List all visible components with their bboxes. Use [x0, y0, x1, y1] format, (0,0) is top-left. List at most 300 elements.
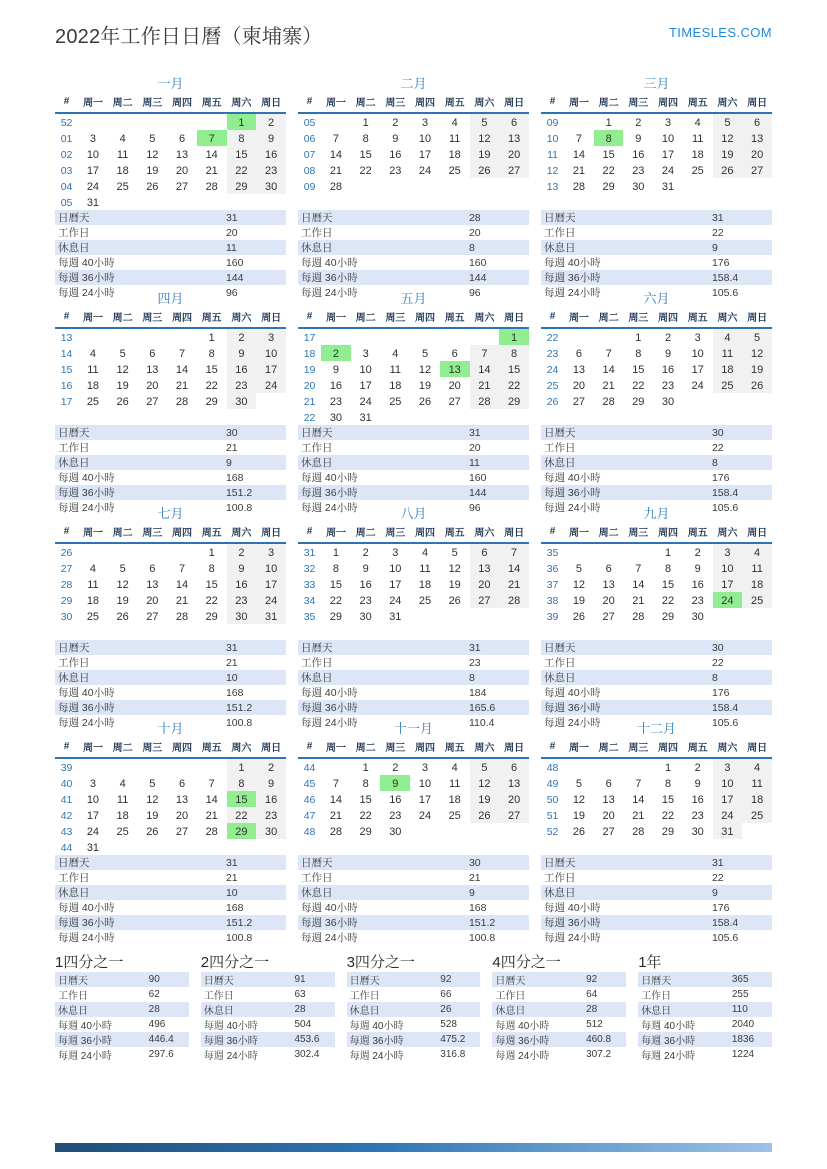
weekend-day-cell: 5: [470, 113, 500, 130]
stat-label: 休息日: [301, 672, 333, 684]
month-calendar: [541, 93, 772, 194]
day-cell: 7: [178, 562, 186, 575]
week-number-header: #: [55, 308, 78, 328]
stat-label: 休息日: [544, 457, 576, 469]
week-row: [298, 576, 529, 592]
week-row: [541, 823, 772, 839]
weekend-day-cell: 2: [256, 113, 286, 130]
stat-value: 96: [468, 501, 481, 514]
day-cell: 8: [332, 562, 339, 575]
weekend-day-cell: 11: [742, 560, 772, 576]
stat-row: [298, 455, 529, 470]
week-number-header: #: [298, 93, 321, 113]
week-row: [541, 608, 772, 624]
stat-label: 工作日: [544, 872, 576, 884]
day-cell: 31: [86, 841, 100, 854]
weekend-day-cell: 6: [499, 113, 529, 130]
weekend-day-cell: 7: [470, 345, 500, 361]
stat-label: 每週 40小時: [301, 472, 358, 484]
weekday-header: 周日: [256, 523, 286, 543]
month-calendar-area: [541, 738, 772, 855]
stat-label: 每週 40小時: [641, 1021, 696, 1032]
stat-row: [541, 855, 772, 870]
weekend-day-cell: 24: [256, 377, 286, 393]
empty-cell: [351, 328, 381, 345]
stat-row: [541, 700, 772, 715]
weekend-day-cell: 13: [499, 775, 529, 791]
stat-label: 休息日: [301, 457, 333, 469]
stat-row: [201, 1032, 335, 1047]
stat-row: [492, 987, 626, 1002]
stat-label: 每週 24小時: [544, 717, 601, 729]
week-row: [55, 576, 286, 592]
day-cell: 16: [329, 379, 343, 392]
stat-label: 每週 36小時: [58, 487, 115, 499]
day-cell: 2: [694, 546, 701, 559]
stat-row: [541, 240, 772, 255]
stat-value: 105.6: [711, 286, 739, 299]
stat-value: 21: [468, 871, 481, 884]
weekday-header: 周二: [108, 738, 138, 758]
stat-label: 每週 36小時: [301, 917, 358, 929]
stat-row: [638, 972, 772, 987]
week-number: 35: [546, 546, 559, 559]
weekday-header: 周六: [227, 738, 257, 758]
empty-cell: [742, 178, 772, 194]
stat-label: 日曆天: [301, 427, 333, 439]
weekday-header: 周三: [137, 738, 167, 758]
site-link[interactable]: TIMESLES.COM: [668, 25, 772, 40]
empty-cell: [167, 194, 197, 210]
week-number: 33: [303, 578, 316, 591]
empty-cell: [256, 393, 286, 409]
stat-row: [541, 870, 772, 885]
month-stats: [55, 640, 286, 730]
weekend-day-cell: 26: [470, 162, 500, 178]
day-cell: 16: [691, 793, 704, 806]
stat-label: 每週 24小時: [58, 932, 115, 944]
weekend-day-cell: 28: [499, 592, 529, 608]
month-stats: [541, 855, 772, 945]
stat-row: [298, 700, 529, 715]
month-calendar: [298, 738, 529, 839]
stat-value: 144: [225, 271, 244, 284]
weekday-header: 周六: [470, 93, 500, 113]
day-cell: 22: [602, 164, 615, 177]
day-cell: 9: [362, 562, 369, 575]
day-cell: 21: [175, 594, 189, 607]
day-cell: 12: [146, 793, 159, 806]
stat-value: 11: [468, 456, 480, 469]
weekend-day-cell: 15: [499, 361, 529, 377]
day-cell: 24: [661, 164, 675, 177]
day-cell: 3: [421, 116, 429, 129]
month-calendar-area: [55, 738, 286, 855]
week-number: 22: [303, 411, 316, 424]
weekday-header-row: [298, 308, 529, 328]
stat-value: 176: [711, 256, 730, 269]
stat-label: 休息日: [641, 1006, 672, 1017]
stat-label: 日曆天: [544, 212, 576, 224]
day-cell: 21: [175, 379, 189, 392]
day-cell: 17: [418, 148, 432, 161]
day-cell: 14: [602, 363, 615, 376]
empty-cell: [137, 194, 167, 210]
week-number: 29: [60, 594, 73, 607]
stat-row: [298, 915, 529, 930]
stat-label: 日曆天: [544, 427, 576, 439]
stat-label: 休息日: [58, 242, 90, 254]
stat-value: 22: [711, 441, 724, 454]
weekday-header: 周二: [594, 523, 624, 543]
empty-cell: [108, 543, 138, 560]
stat-value: 23: [468, 656, 481, 669]
day-cell: 29: [661, 610, 675, 623]
weekend-day-cell: 26: [470, 807, 500, 823]
day-cell: 10: [359, 363, 372, 376]
weekday-header: 周五: [440, 738, 470, 758]
day-cell: 30: [691, 825, 704, 838]
day-cell: 18: [116, 809, 129, 822]
stat-row: [492, 1017, 626, 1032]
stat-value: 22: [711, 226, 724, 239]
stat-row: [55, 1032, 189, 1047]
week-number: 05: [60, 196, 73, 209]
week-number: 17: [303, 331, 316, 344]
month-calendar-area: [55, 308, 286, 425]
stat-label: 每週 40小時: [544, 472, 601, 484]
week-row: [541, 791, 772, 807]
stat-value: 110.4: [468, 716, 495, 729]
day-cell: 26: [116, 610, 129, 623]
day-cell: 6: [451, 347, 458, 360]
weekend-day-cell: 19: [713, 146, 743, 162]
day-cell: 20: [572, 379, 586, 392]
stat-row: [638, 987, 772, 1002]
empty-cell: [594, 328, 624, 345]
stat-row: [541, 670, 772, 685]
day-cell: 29: [602, 180, 615, 193]
empty-cell: [410, 409, 440, 425]
weekday-header: 周三: [137, 93, 167, 113]
weekend-day-cell: 31: [256, 608, 286, 624]
day-cell: 28: [572, 180, 586, 193]
day-cell: 6: [149, 562, 156, 575]
weekend-day-cell: 6: [470, 543, 500, 560]
stat-row: [298, 855, 529, 870]
day-cell: 15: [661, 578, 675, 591]
stat-value: 1836: [731, 1034, 755, 1045]
stat-value: 168: [225, 686, 244, 699]
day-cell: 10: [418, 132, 432, 145]
weekday-header: 周五: [683, 308, 713, 328]
stat-label: 休息日: [58, 457, 90, 469]
stat-label: 日曆天: [58, 857, 90, 869]
day-cell: 18: [448, 148, 461, 161]
week-number: 44: [303, 761, 316, 774]
day-cell: 26: [572, 825, 586, 838]
empty-cell: [440, 328, 470, 345]
day-cell: 18: [86, 379, 100, 392]
week-number: 19: [303, 363, 316, 376]
day-cell: 23: [691, 809, 704, 822]
weekend-day-cell: 19: [470, 146, 500, 162]
weekday-header: 周二: [594, 308, 624, 328]
stat-label: 工作日: [203, 991, 234, 1002]
week-number: 26: [546, 395, 559, 408]
day-cell: 11: [448, 777, 461, 790]
holiday-cell: 24: [713, 592, 743, 608]
stat-value: 91: [294, 974, 306, 985]
stat-row: [55, 225, 286, 240]
weekend-day-cell: 16: [227, 576, 257, 592]
stat-label: 工作日: [301, 657, 333, 669]
day-cell: 19: [448, 578, 461, 591]
week-row: [55, 162, 286, 178]
holiday-cell: 29: [227, 823, 257, 839]
stat-label: 日曆天: [544, 642, 576, 654]
month-calendar-area: [55, 93, 286, 210]
weekday-header-row: [298, 523, 529, 543]
stat-row: [541, 440, 772, 455]
day-cell: 27: [602, 825, 615, 838]
stat-label: 每週 24小時: [544, 502, 601, 514]
stat-value: 100.8: [468, 931, 496, 944]
stat-label: 休息日: [349, 1006, 380, 1017]
day-cell: 12: [448, 562, 461, 575]
month-12: [541, 718, 772, 944]
stat-row: [492, 1047, 626, 1062]
empty-cell: [499, 608, 529, 624]
week-row: [298, 823, 529, 839]
day-cell: 8: [664, 777, 672, 790]
holiday-cell: 1: [227, 113, 257, 130]
stat-value: 30: [468, 856, 481, 869]
weekday-header: 周三: [623, 308, 653, 328]
stat-value: 96: [225, 286, 238, 299]
stat-row: [201, 987, 335, 1002]
stat-row: [201, 972, 335, 987]
empty-cell: [197, 194, 227, 210]
stat-value: 151.2: [225, 701, 253, 714]
week-row: [298, 328, 529, 345]
day-cell: 28: [329, 825, 343, 838]
day-cell: 6: [178, 132, 186, 145]
day-cell: 5: [421, 347, 429, 360]
week-number: 09: [546, 116, 559, 129]
month-title: 四月: [157, 291, 184, 306]
week-number-header: #: [298, 523, 321, 543]
stat-value: 21: [225, 441, 238, 454]
weekend-day-cell: 8: [499, 345, 529, 361]
weekday-header: 周二: [351, 93, 381, 113]
weekday-header: 周五: [683, 93, 713, 113]
stat-label: 工作日: [58, 227, 90, 239]
weekday-header: 周六: [470, 523, 500, 543]
day-cell: 19: [116, 379, 129, 392]
stat-value: 105.6: [711, 716, 739, 729]
day-cell: 4: [392, 347, 399, 360]
weekend-day-cell: 29: [499, 393, 529, 409]
weekend-day-cell: 27: [470, 592, 500, 608]
month-stats: [55, 210, 286, 300]
day-cell: 27: [146, 610, 159, 623]
day-cell: 21: [602, 379, 615, 392]
summary-title: 4四分之一: [492, 954, 561, 971]
month-stats: [298, 425, 529, 515]
week-row: [55, 377, 286, 393]
week-number: 38: [546, 594, 559, 607]
stat-value: 158.4: [711, 486, 739, 499]
month-stats: [298, 855, 529, 945]
month-calendar: [55, 523, 286, 624]
day-cell: 14: [329, 793, 343, 806]
day-cell: 2: [392, 761, 399, 774]
stat-value: 92: [440, 974, 452, 985]
week-row: [55, 608, 286, 624]
stat-value: 90: [148, 974, 160, 985]
stat-row: [55, 855, 286, 870]
stat-value: 460.8: [586, 1034, 612, 1045]
month-stats: [298, 210, 529, 300]
stat-row: [541, 485, 772, 500]
weekend-day-cell: 31: [713, 823, 743, 839]
day-cell: 4: [421, 546, 429, 559]
day-cell: 7: [575, 132, 582, 145]
empty-cell: [197, 839, 227, 855]
empty-cell: [499, 178, 529, 194]
weekend-day-cell: 27: [499, 162, 529, 178]
stat-label: 每週 36小時: [203, 1036, 258, 1047]
stat-row: [55, 655, 286, 670]
weekday-header-row: [55, 93, 286, 113]
day-cell: 3: [664, 116, 672, 129]
weekday-header: 周二: [351, 308, 381, 328]
stat-value: 496: [148, 1019, 166, 1030]
stat-label: 每週 40小時: [301, 902, 358, 914]
week-number: 39: [60, 761, 73, 774]
weekend-day-cell: 12: [713, 130, 743, 146]
day-cell: 18: [116, 164, 129, 177]
month-calendar: [298, 93, 529, 194]
stat-label: 每週 24小時: [58, 1051, 112, 1062]
week-number: 06: [303, 132, 316, 145]
stat-value: 2040: [731, 1019, 755, 1030]
weekend-day-cell: 13: [470, 560, 500, 576]
day-cell: 3: [421, 761, 429, 774]
stat-value: 31: [468, 426, 481, 439]
day-cell: 6: [178, 777, 186, 790]
month-calendar: [541, 523, 772, 624]
empty-cell: [623, 543, 653, 560]
week-row: [55, 807, 286, 823]
day-cell: 4: [451, 116, 458, 129]
stat-label: 每週 36小時: [544, 917, 601, 929]
stat-value: 9: [711, 241, 718, 254]
stat-value: 100.8: [225, 716, 253, 729]
empty-cell: [470, 409, 500, 425]
day-cell: 10: [418, 777, 432, 790]
stat-value: 151.2: [225, 486, 253, 499]
stat-row: [541, 270, 772, 285]
stat-row: [55, 670, 286, 685]
day-cell: 23: [389, 164, 402, 177]
weekday-header: 周三: [380, 308, 410, 328]
weekday-header: 周二: [108, 93, 138, 113]
weekend-day-cell: 17: [713, 576, 743, 592]
weekend-day-cell: 25: [713, 377, 743, 393]
day-cell: 7: [605, 347, 612, 360]
day-cell: 17: [418, 793, 432, 806]
weekday-header: 周二: [351, 523, 381, 543]
day-cell: 24: [418, 164, 432, 177]
stat-label: 工作日: [58, 872, 90, 884]
weekday-header: 周二: [108, 308, 138, 328]
day-cell: 19: [418, 379, 432, 392]
weekend-day-cell: 16: [256, 791, 286, 807]
weekend-day-cell: 1: [227, 758, 257, 775]
stat-label: 休息日: [301, 242, 333, 254]
week-number-header: #: [55, 93, 78, 113]
stat-row: [347, 987, 481, 1002]
months-grid: [55, 73, 772, 944]
weekend-day-cell: 12: [742, 345, 772, 361]
weekday-header: 周六: [713, 738, 743, 758]
stat-value: 8: [711, 456, 718, 469]
stat-label: 每週 40小時: [495, 1021, 550, 1032]
week-row: [298, 608, 529, 624]
stat-value: 168: [225, 901, 244, 914]
week-number: 39: [546, 610, 559, 623]
week-number: 07: [303, 148, 316, 161]
stat-label: 日曆天: [58, 642, 90, 654]
stat-value: 184: [468, 686, 487, 699]
empty-cell: [321, 113, 351, 130]
month-stats: [55, 855, 286, 945]
weekend-day-cell: 20: [499, 791, 529, 807]
weekday-header: 周二: [594, 738, 624, 758]
week-row: [541, 113, 772, 130]
day-cell: 16: [389, 793, 402, 806]
day-cell: 14: [572, 148, 586, 161]
stat-label: 休息日: [301, 887, 333, 899]
weekend-day-cell: 3: [256, 328, 286, 345]
day-cell: 22: [661, 809, 675, 822]
weekend-day-cell: 18: [713, 361, 743, 377]
empty-cell: [167, 328, 197, 345]
day-cell: 5: [119, 347, 126, 360]
month-calendar-area: [298, 308, 529, 425]
week-number: 32: [303, 562, 316, 575]
day-cell: 28: [329, 180, 343, 193]
stat-row: [347, 1002, 481, 1017]
weekday-header-row: [541, 93, 772, 113]
day-cell: 3: [89, 777, 96, 790]
stat-value: 168: [468, 901, 487, 914]
weekend-day-cell: 30: [256, 823, 286, 839]
week-number: 30: [60, 610, 73, 623]
weekend-day-cell: 27: [742, 162, 772, 178]
stat-value: 475.2: [440, 1034, 466, 1045]
empty-cell: [564, 113, 594, 130]
empty-cell: [742, 393, 772, 409]
stat-row: [541, 225, 772, 240]
stat-value: 316.8: [440, 1049, 466, 1060]
day-cell: 7: [332, 777, 339, 790]
stat-row: [55, 972, 189, 987]
month-title: 三月: [643, 76, 670, 91]
day-cell: 12: [418, 363, 432, 376]
